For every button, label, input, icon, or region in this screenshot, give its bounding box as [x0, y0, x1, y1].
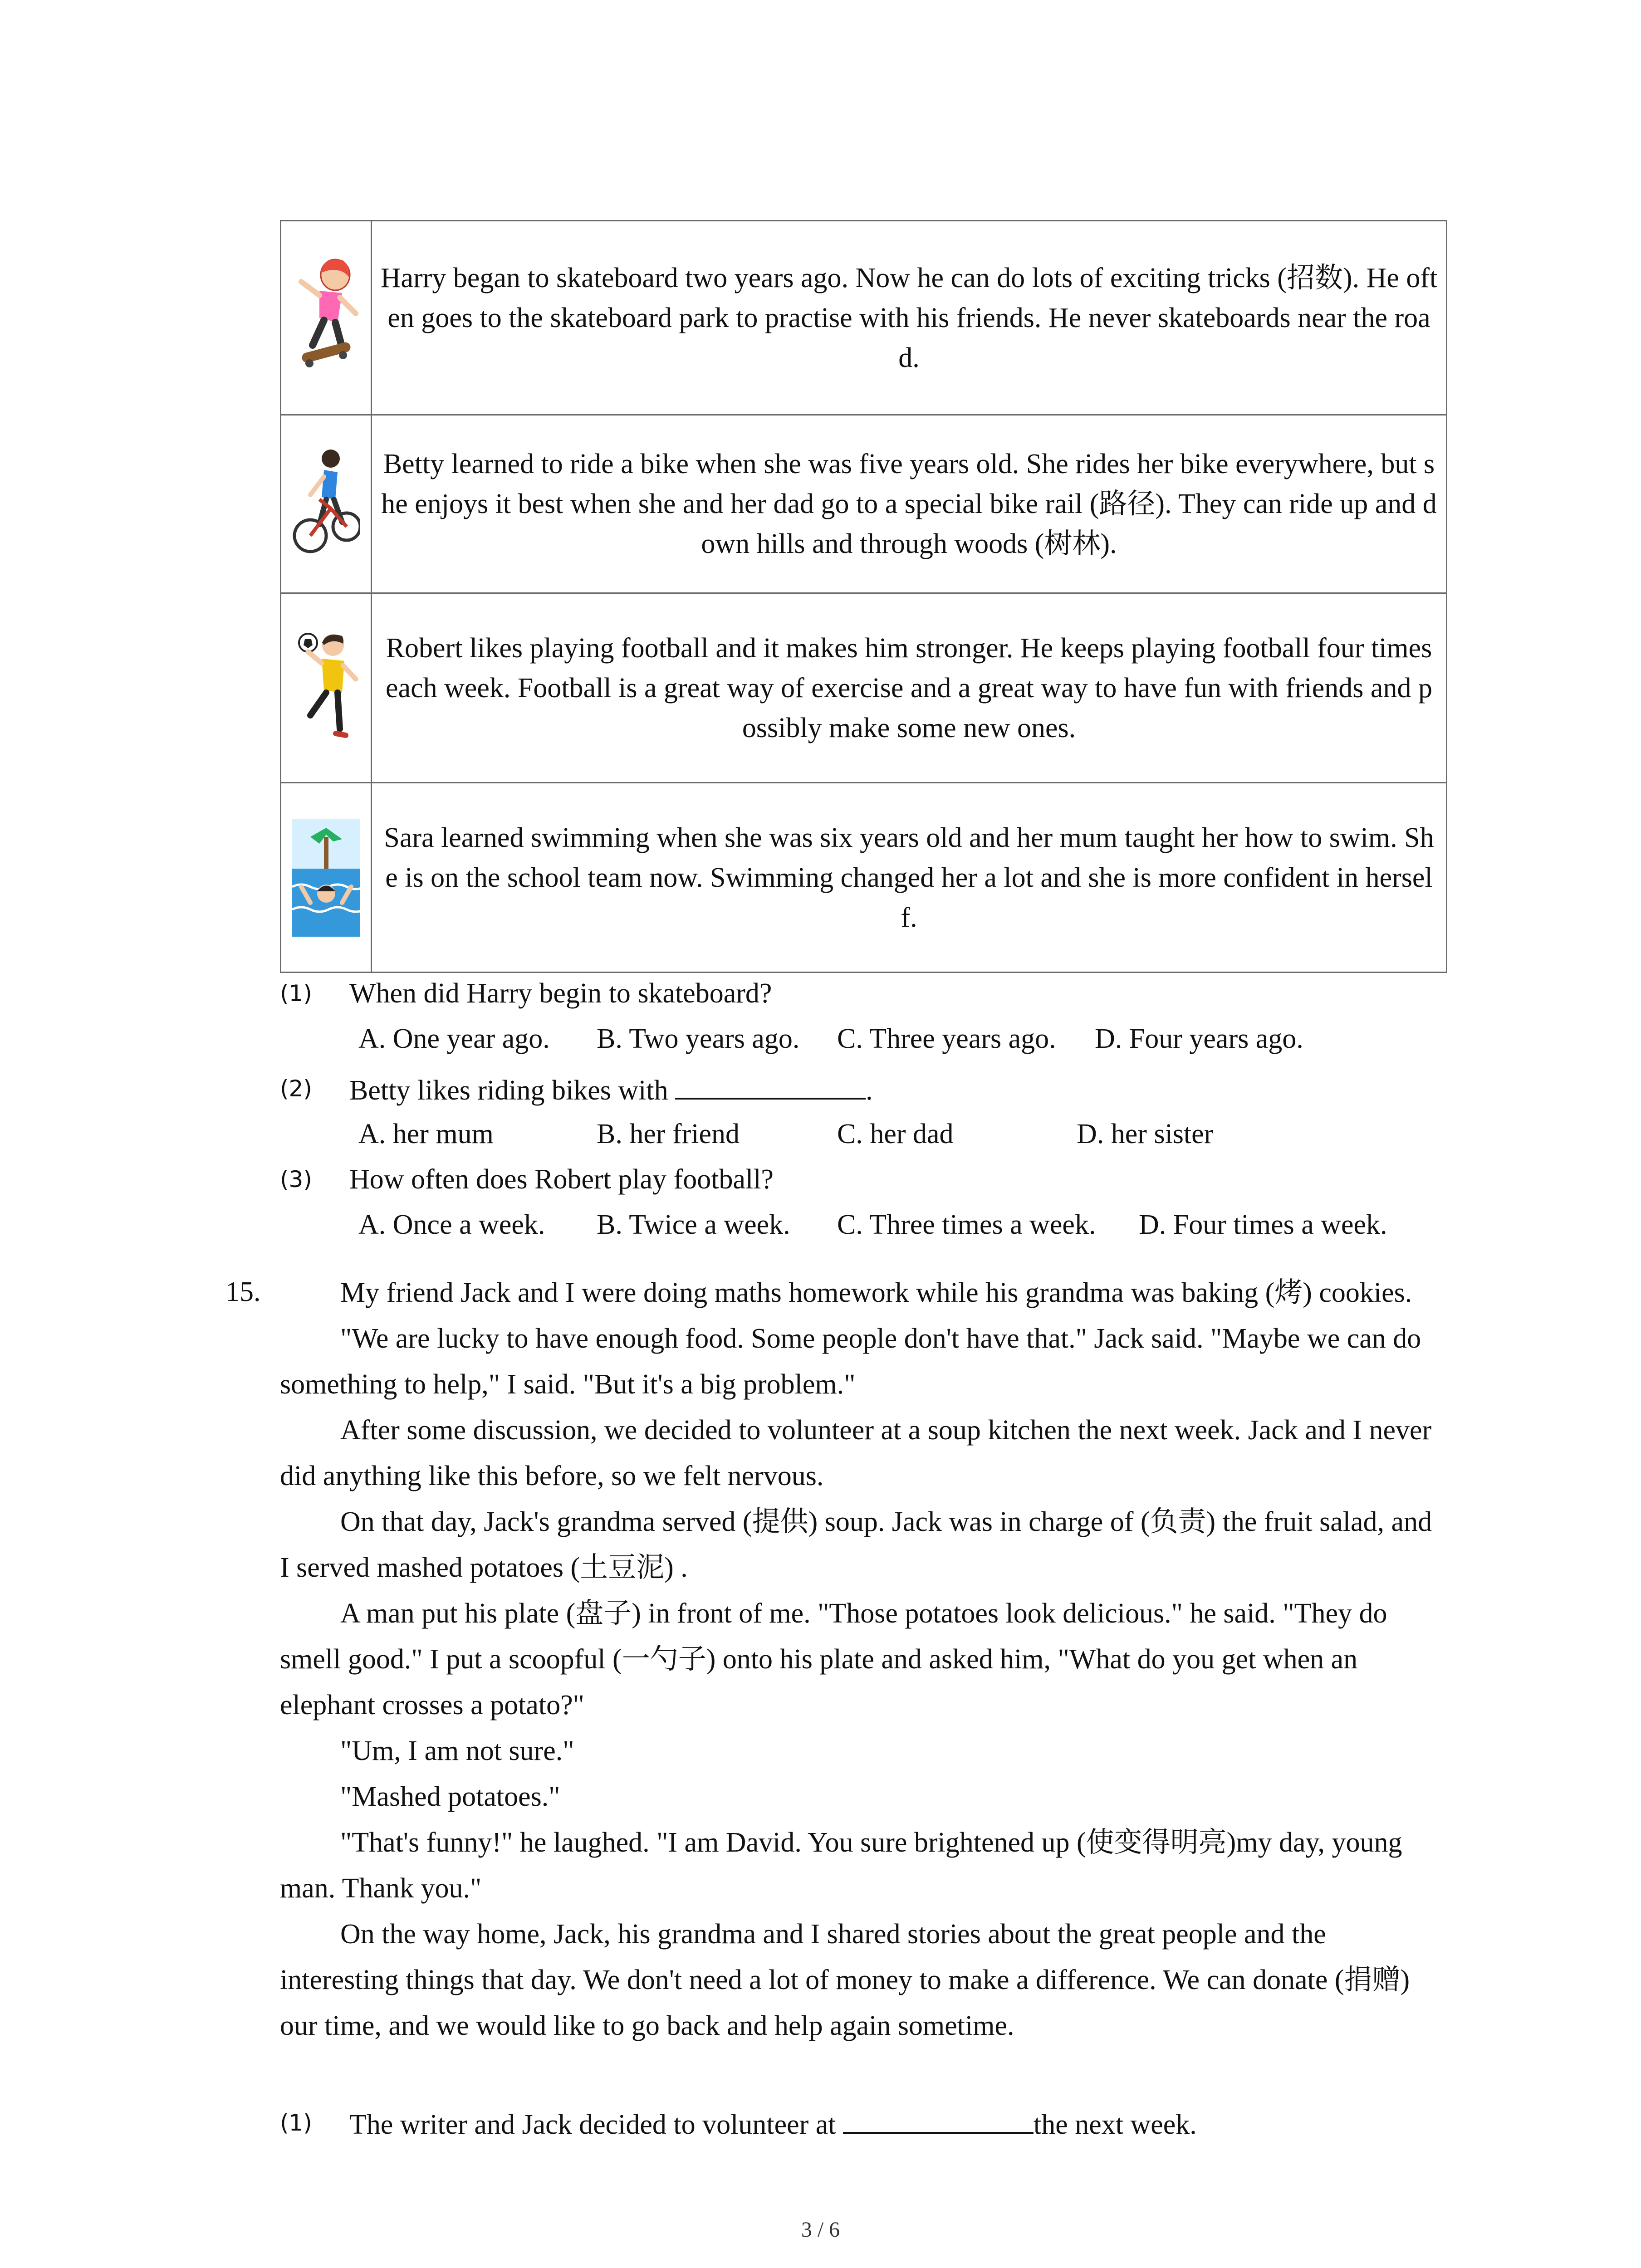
- question-stem: When did Harry begin to skateboard?: [349, 978, 772, 1009]
- picture-cell: [281, 415, 372, 593]
- picture-cell: [281, 593, 372, 783]
- page-number: 3 / 6: [801, 2218, 840, 2242]
- option-c: C. her dad: [837, 1119, 954, 1149]
- question-stem-end: .: [866, 1075, 873, 1106]
- skateboarder-icon: [292, 254, 360, 381]
- answer-blank[interactable]: [675, 1070, 866, 1100]
- table-row: [281, 593, 1447, 783]
- table-row: [281, 221, 1447, 415]
- passage-robert: Robert likes playing football and it makes him stronger. He keeps playing football four times each week. Football is a great way of exercise and a great way to have fun with friends and possibly make some new ones.: [372, 593, 1447, 783]
- question-stem-text: Betty likes riding bikes with: [349, 1075, 668, 1106]
- paragraph: A man put his plate (盘子) in front of me. "Those potatoes look delicious." he said. "They do smell good." I put a scoopful (一勺子) onto his plate and asked him, "What do you get when an elephant crosses a potato?": [280, 1598, 1387, 1721]
- table-row: [281, 783, 1447, 973]
- passage-harry: Harry began to skateboard two years ago. Now he can do lots of exciting tricks (招数). He often goes to the skateboard park to practise with his friends. He never skateboards near the road.: [372, 221, 1447, 415]
- option-b: B. Two years ago.: [597, 1023, 800, 1054]
- cyclist-icon: [292, 445, 360, 563]
- option-d: D. Four times a week.: [1139, 1209, 1387, 1240]
- picture-cell: [281, 783, 372, 973]
- paragraph: "Mashed potatoes.": [340, 1781, 560, 1812]
- passage-betty: Betty learned to ride a bike when she was five years old. She rides her bike everywhere, but she enjoys it best when she and her dad go to a special bike rail (路径). They can ride up and down hills and through woods (树林).: [372, 415, 1447, 593]
- option-c: C. Three years ago.: [837, 1023, 1056, 1054]
- picture-cell: [281, 221, 372, 415]
- paragraph: On that day, Jack's grandma served (提供) soup. Jack was in charge of (负责) the fruit salad, and I served mashed potatoes (土豆泥) .: [280, 1506, 1432, 1583]
- footballer-icon: [292, 625, 360, 752]
- option-b: B. Twice a week.: [597, 1209, 790, 1240]
- question-number: (1): [280, 980, 312, 1007]
- question-stem: [349, 1070, 873, 1109]
- paragraph: "That's funny!" he laughed. "I am David. You sure brightened up (使变得明亮)my day, young man. Thank you.": [280, 1827, 1402, 1904]
- paragraph: My friend Jack and I were doing maths homework while his grandma was baking (烤) cookies.: [340, 1277, 1412, 1308]
- question-number: (1): [280, 2110, 312, 2136]
- paragraph: After some discussion, we decided to volunteer at a soup kitchen the next week. Jack and I never did anything like this before, so we felt nervous.: [280, 1415, 1432, 1491]
- passage-15: [280, 1270, 1447, 2049]
- option-a: A. her mum: [358, 1119, 494, 1149]
- reading-table: [280, 220, 1447, 973]
- paragraph: "We are lucky to have enough food. Some people don't have that." Jack said. "Maybe we can do something to help," I said. "But it's a big problem.": [280, 1323, 1421, 1400]
- question-stem-end: the next week.: [1034, 2109, 1197, 2140]
- paragraph: "Um, I am not sure.": [340, 1735, 574, 1766]
- passage-sara: Sara learned swimming when she was six years old and her mum taught her how to swim. She is on the school team now. Swimming changed her a lot and she is more confident in herself.: [372, 783, 1447, 973]
- answer-blank[interactable]: [843, 2105, 1034, 2134]
- table-row: [281, 415, 1447, 593]
- question-number: (3): [280, 1166, 312, 1193]
- question-number: (2): [280, 1075, 312, 1102]
- question-stem: [349, 2105, 1197, 2143]
- swimmer-icon: [292, 819, 360, 937]
- question-15-number: 15.: [225, 1276, 261, 1307]
- option-b: B. her friend: [597, 1119, 740, 1149]
- option-a: A. Once a week.: [358, 1209, 545, 1240]
- option-d: D. Four years ago.: [1095, 1023, 1303, 1054]
- question-stem-text: The writer and Jack decided to volunteer at: [349, 2109, 836, 2140]
- question-stem: How often does Robert play football?: [349, 1164, 774, 1195]
- option-a: A. One year ago.: [358, 1023, 550, 1054]
- option-c: C. Three times a week.: [837, 1209, 1096, 1240]
- option-d: D. her sister: [1077, 1119, 1214, 1149]
- paragraph: On the way home, Jack, his grandma and I shared stories about the great people and the interesting things that day. We don't need a lot of money to make a difference. We can donate (捐赠) our time, and we would like to go back and help again sometime.: [280, 1919, 1410, 2041]
